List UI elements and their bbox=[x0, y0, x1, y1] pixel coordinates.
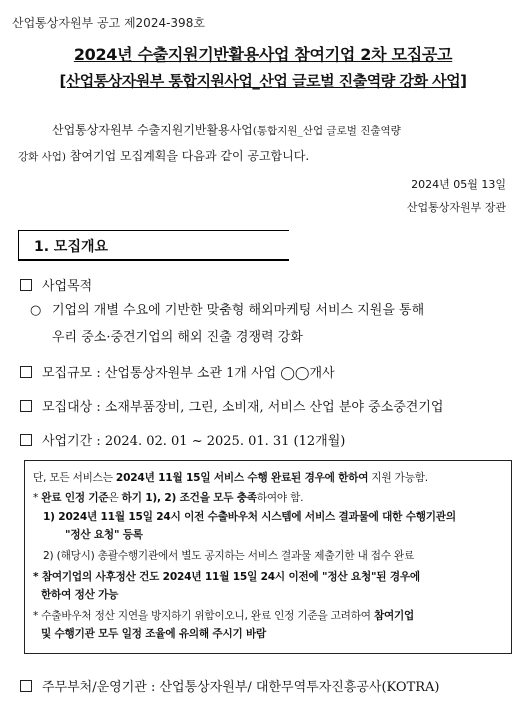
note-text: * 수출바우처 정산 지연을 방지하기 위함이오니, 완료 인정 기준을 고려하여 bbox=[33, 610, 374, 622]
ministry-item bbox=[20, 676, 440, 695]
note-line-5: 2) (해당시) 총괄수행기관에서 별도 공지하는 서비스 결과물 제출기한 내 접수 완료 bbox=[43, 550, 415, 562]
checkbox-square-icon bbox=[20, 680, 32, 692]
purpose-label: 사업목적 bbox=[42, 279, 93, 294]
checkbox-square-icon bbox=[20, 434, 32, 446]
scale-item bbox=[20, 362, 335, 381]
scale-text: 모집규모 : 산업통상자원부 소관 1개 사업 ◯◯개사 bbox=[42, 366, 335, 381]
page-title: 2024년 수출지원기반활용사업 참여기업 2차 모집공고 bbox=[73, 45, 453, 64]
notice-date: 2024년 05월 13일 bbox=[411, 178, 506, 191]
notes-box bbox=[24, 460, 512, 654]
page-subtitle: [산업통상자원부 통합지원사업_산업 글로벌 진출역량 강화 사업] bbox=[59, 72, 467, 90]
note-line-8 bbox=[33, 607, 414, 625]
target-item bbox=[20, 396, 443, 415]
target-text: 모집대상 : 소재부품장비, 그린, 소비재, 서비스 산업 분야 중소중견기업 bbox=[42, 400, 444, 415]
purpose-item bbox=[20, 275, 92, 294]
checkbox-square-icon bbox=[20, 366, 32, 378]
intro-small-2: 강화 사업) bbox=[18, 151, 67, 163]
note-line-9: 및 수행기관 모두 일정 조율에 유의해 주시기 바람 bbox=[41, 628, 267, 640]
note-text: 지원 가능함. bbox=[368, 472, 428, 484]
note-bold: 완료 인정 기준 bbox=[41, 492, 109, 504]
note-line-7: 한하여 정산 가능 bbox=[41, 589, 119, 601]
intro-small-1: (통합지원_산업 글로벌 진출역량 bbox=[252, 125, 401, 137]
checkbox-square-icon bbox=[20, 400, 32, 412]
circle-bullet-icon: ○ bbox=[30, 303, 42, 318]
purpose-detail bbox=[30, 297, 508, 351]
note-bold: 하기 1), 2) 조건을 모두 충족 bbox=[121, 492, 257, 504]
note-line-6: * 참여기업의 사후정산 건도 2024년 11월 15일 24시 이전에 "정산 요청"된 경우에 bbox=[33, 571, 420, 583]
intro-main-1: 산업통상자원부 수출지원기반활용사업 bbox=[52, 123, 253, 137]
note-text: 하여야 함. bbox=[256, 492, 304, 504]
checkbox-square-icon bbox=[20, 279, 32, 291]
note-text: * bbox=[33, 492, 42, 504]
note-text: 단, 모든 서비스는 bbox=[33, 472, 116, 484]
intro-main-2: 참여기업 모집계획을 다음과 같이 공고합니다. bbox=[66, 149, 310, 163]
section-title: 1. 모집개요 bbox=[34, 239, 109, 255]
note-line-4: "정산 요청" 등록 bbox=[65, 529, 143, 541]
notice-number: 산업통상자원부 공고 제2024-398호 bbox=[12, 16, 205, 30]
issuing-org: 산업통상자원부 장관 bbox=[406, 201, 506, 214]
note-line-3: 1) 2024년 11월 15일 24시 이전 수출바우처 시스템에 서비스 결과물에 대한 수행기관의 bbox=[43, 511, 456, 523]
purpose-line-1: 기업의 개별 수요에 기반한 맞춤형 해외마케팅 서비스 지원을 통해 bbox=[52, 303, 425, 318]
note-line-2 bbox=[33, 489, 303, 507]
period-text: 사업기간 : 2024. 02. 01 ~ 2025. 01. 31 (12개월) bbox=[42, 434, 346, 449]
ministry-text: 주무부처/운영기관 : 산업통상자원부/ 대한무역투자진흥공사(KOTRA) bbox=[42, 680, 440, 695]
note-bold: 참여기업 bbox=[373, 610, 415, 622]
note-bold: 2024년 11월 15일 서비스 수행 완료된 경우에 한하여 bbox=[115, 472, 369, 484]
note-text: 은 bbox=[108, 492, 122, 504]
period-item bbox=[20, 430, 345, 449]
note-line-1 bbox=[33, 469, 428, 487]
purpose-line-2: 우리 중소·중견기업의 해외 진출 경쟁력 강화 bbox=[52, 330, 303, 345]
intro-paragraph bbox=[18, 118, 508, 170]
